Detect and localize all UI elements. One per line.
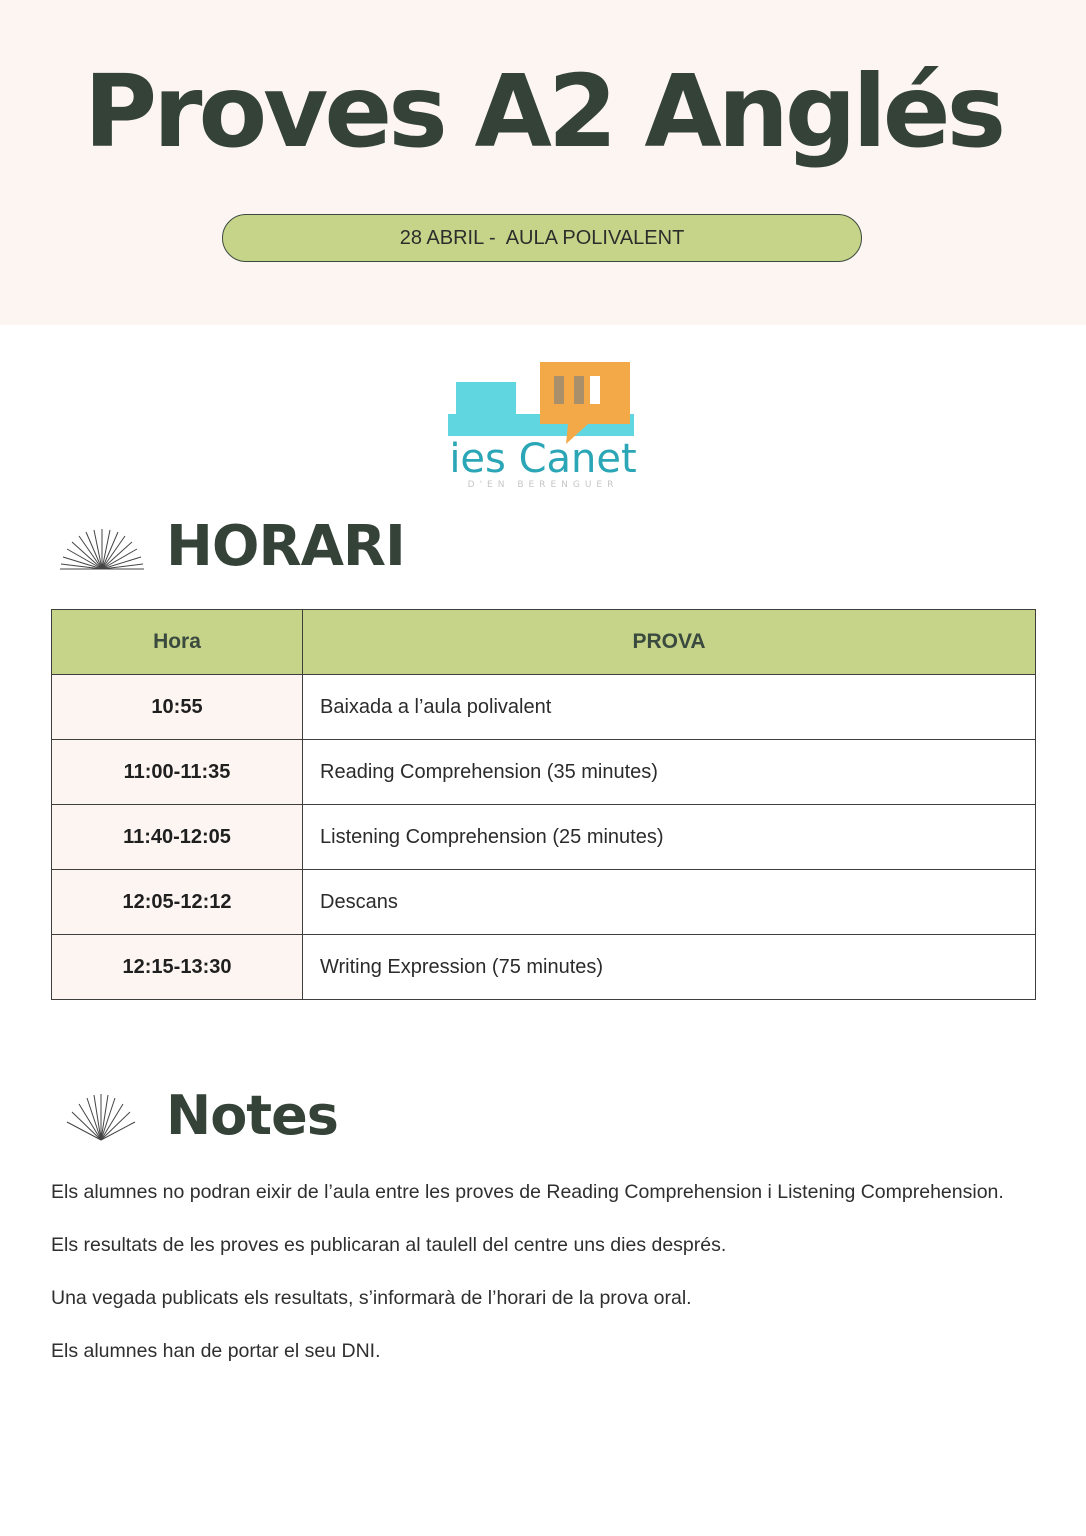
note-paragraph: Els resultats de les proves es publicaran al taulell del centre uns dies després.	[51, 1234, 727, 1256]
activity-cell: Reading Comprehension (35 minutes)	[303, 740, 1036, 805]
logo-text: ies Canet	[449, 436, 637, 482]
date-location-badge: 28 ABRIL - AULA POLIVALENT	[222, 214, 862, 262]
activity-cell: Listening Comprehension (25 minutes)	[303, 805, 1036, 870]
logo-subtitle: D'EN BERENGUER	[467, 480, 619, 490]
fan-icon	[64, 1092, 138, 1144]
note-paragraph: Els alumnes no podran eixir de l’aula entre les proves de Reading Comprehension i Listening Comprehension.	[51, 1181, 1004, 1203]
time-cell: 10:55	[52, 675, 303, 740]
activity-cell: Descans	[303, 870, 1036, 935]
activity-cell: Baixada a l’aula polivalent	[303, 675, 1036, 740]
note-paragraph: Una vegada publicats els resultats, s’informarà de l’horari de la prova oral.	[51, 1287, 692, 1309]
schedule-section-title: HORARI	[166, 514, 405, 579]
notes-list	[51, 1176, 1011, 1388]
table-header-row	[52, 610, 1036, 675]
time-cell: 12:05-12:12	[52, 870, 303, 935]
time-cell: 11:40-12:05	[52, 805, 303, 870]
table-row	[52, 740, 1036, 805]
column-header-time: Hora	[52, 610, 303, 675]
school-logo	[440, 360, 646, 492]
table-row	[52, 805, 1036, 870]
table-row	[52, 675, 1036, 740]
schedule-table	[51, 609, 1036, 1000]
note-paragraph: Els alumnes han de portar el seu DNI.	[51, 1340, 381, 1362]
sunburst-icon	[58, 526, 146, 574]
time-cell: 11:00-11:35	[52, 740, 303, 805]
page-title: Proves A2 Anglés	[83, 53, 1003, 170]
table-row	[52, 935, 1036, 1000]
activity-cell: Writing Expression (75 minutes)	[303, 935, 1036, 1000]
column-header-activity: PROVA	[303, 610, 1036, 675]
table-row	[52, 870, 1036, 935]
notes-section-title: Notes	[166, 1084, 338, 1147]
time-cell: 12:15-13:30	[52, 935, 303, 1000]
